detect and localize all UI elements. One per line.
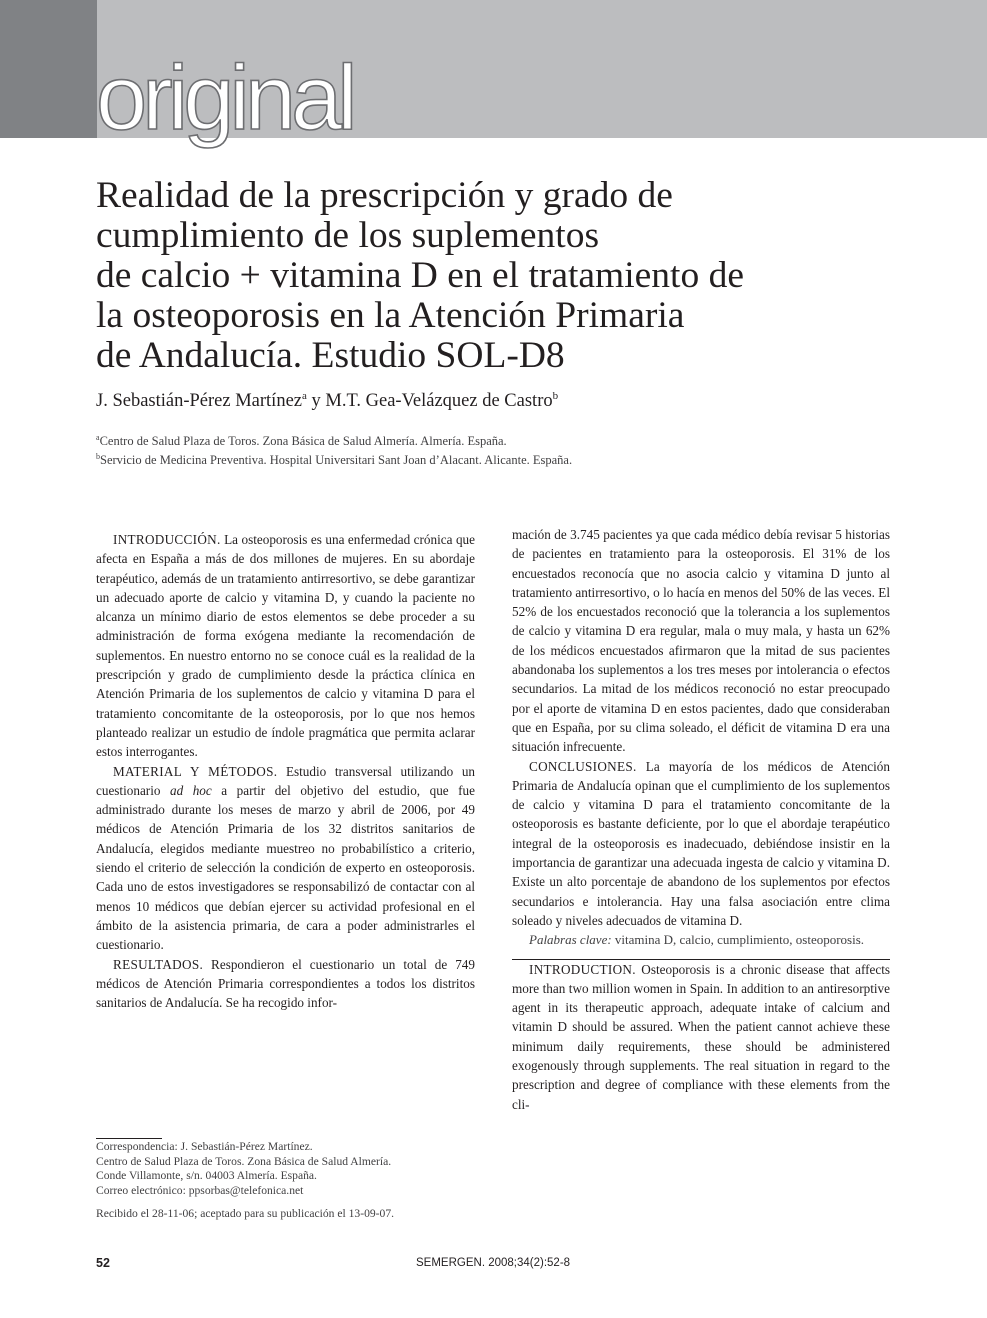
footnote-divider <box>96 1138 162 1139</box>
title-line: Realidad de la prescripción y grado de <box>96 175 673 216</box>
affiliation-line <box>96 430 572 449</box>
affiliation-mark: b <box>552 390 559 402</box>
affiliation-mark: a <box>96 433 100 442</box>
abstract-conclusions <box>512 757 890 931</box>
affiliations <box>96 430 572 468</box>
section-heading: RESULTADOS. <box>113 956 204 972</box>
abstract-results-continued: mación de 3.745 pacientes ya que cada médico debía revisar 5 historias de pacientes en tratamiento para la osteoporosis. El 31% de los encuestados reconocía que no asocia calcio y vitamina D junto al tratamiento antirresortivo, o lo hacía en menos del 50% de las veces. El 52% de los encuestados reconoció que la tolerancia a los suplementos de calcio y vitamina D era regular, mala o muy mala, y hasta un 62% de los médicos encuestados afirmaron que la mitad de sus pacientes abandonaba los suplementos a los tres meses por intolerancia o efectos secundarios. La mitad de los médicos reconoció no estar preocupado por el aporte de vitamina D en estos pacientes, dado que consideraban que en España, por su clima soleado, el déficit de vitamina D era una situación infrecuente. <box>512 527 890 755</box>
paragraph-text: Osteoporosis is a chronic disease that affects more than two million women in Spain. In addition to an antiresorptive agent in its therapeutic approach, adequate intake of calcium and vitamin D should be assured. When the patient cannot achieve these minimum daily requirements, these should be administered exogenously through supplements. The real situation in regard to the prescription and degree of compliance with these elements from the cli- <box>512 961 890 1112</box>
affiliation-mark: a <box>302 390 307 402</box>
title-line: cumplimiento de los suplementos <box>96 215 600 256</box>
section-heading: INTRODUCTION. <box>529 961 636 977</box>
paragraph-text: Respondieron el cuestionario un total de 749 médicos de Atención Primaria correspondientes a todos los distritos sanitarios de Andalucía. Se ha recogido infor- <box>96 956 475 1011</box>
affiliation-line <box>96 449 572 468</box>
keywords-label: Palabras clave: <box>529 932 612 948</box>
abstract-introduction <box>96 530 475 762</box>
section-heading: INTRODUCCIÓN. <box>113 532 221 547</box>
section-heading: CONCLUSIONES. <box>529 758 637 774</box>
keywords-text: vitamina D, calcio, cumplimiento, osteoporosis. <box>611 932 865 948</box>
article-title <box>96 176 916 376</box>
title-line: de calcio + vitamina D en el tratamiento de <box>96 255 744 296</box>
title-line: de Andalucía. Estudio SOL-D8 <box>96 335 565 376</box>
italic-term: ad hoc <box>169 782 212 798</box>
abstract-column-left <box>96 530 475 1012</box>
abstract-column-right <box>512 525 890 1114</box>
author-list <box>96 390 558 412</box>
paragraph-text: La osteoporosis es una enfermedad crónica que afecta en España a más de dos millones de mujeres. En su abordaje terapéutico, además de un tratamiento antirresortivo, se debe garantizar un adecuado aporte de calcio y vitamina D, y cuando la paciente no alcanza un mínimo diario de estos elementos se debe proceder a su administración de forma exógena mediante la recomendación de suplementos. En nuestro entorno no se conoce cuál es la realidad de la prescripción y grado de cumplimiento desde la práctica clínica en Atención Primaria de los suplementos de calcio y vitamina D para el tratamiento concomitante de la osteoporosis, por lo que nos hemos planteado realizar un estudio de índole pragmática que permita aclarar estos interrogantes. <box>96 532 475 760</box>
affiliation-mark: b <box>96 452 100 462</box>
header-left-block <box>0 0 97 138</box>
page-number: 52 <box>96 1256 110 1270</box>
section-heading: MATERIAL Y MÉTODOS. <box>113 763 278 779</box>
affiliation-text: Centro de Salud Plaza de Toros. Zona Básica de Salud Almería. Almería. España. <box>99 434 507 449</box>
paragraph-text: a partir del objetivo del estudio, que fue administrado durante los meses de marzo y abril de 2006, por 49 médicos de Atención Primaria de los 32 distritos sanitarios de Andalucía, elegidos mediante muestreo no probabilístico a criterio, siendo el criterio de selección la condición de experto en osteoporosis. Cada uno de estos investigadores se responsabilizó de contactar con al menos 10 médicos que debían ejercer su actividad profesional en el ámbito de la asistencia primaria, de cara a poder administrarles el cuestionario. <box>96 782 476 953</box>
title-line: la osteoporosis en la Atención Primaria <box>96 295 685 336</box>
author-name: J. Sebastián-Pérez Martínez <box>96 391 302 412</box>
correspondence-line: Conde Villamonte, s/n. 04003 Almería. España. <box>96 1169 317 1183</box>
correspondence <box>96 1140 391 1198</box>
abstract-results <box>96 955 475 1013</box>
keywords <box>512 930 890 959</box>
correspondence-email: Correo electrónico: ppsorbas@telefonica.net <box>96 1183 304 1197</box>
correspondence-line: Correspondencia: J. Sebastián-Pérez Martínez. <box>96 1140 313 1153</box>
author-name: M.T. Gea-Velázquez de Castro <box>325 391 553 412</box>
paragraph-text: Estudio transversal utilizando un cuestionario <box>96 763 476 798</box>
correspondence-line: Centro de Salud Plaza de Toros. Zona Básica de Salud Almería. <box>96 1154 392 1168</box>
received-dates: Recibido el 28-11-06; aceptado para su publicación el 13-09-07. <box>96 1207 395 1220</box>
abstract-methods <box>96 762 475 955</box>
affiliation-text: Servicio de Medicina Preventiva. Hospital Universitari Sant Joan d’Alacant. Alicante. España. <box>100 453 573 468</box>
abstract-english-introduction <box>512 960 890 1114</box>
paragraph-text: La mayoría de los médicos de Atención Primaria de Andalucía opinan que el cumplimiento de los suplementos de calcio y vitamina D para el tratamiento concomitante de la osteoporosis es bastante deficiente, por lo que el abordaje terapéutico integral de la osteoporosis es inadecuado, debiéndose insistir en la importancia de garantizar una adecuada ingesta de calcio y vitamina D. Existe un alto porcentaje de abandono de los suplementos por efectos secundarios e intolerancia. Hay una falsa asociación entre clima soleado y niveles adecuados de vitamina D. <box>512 758 890 928</box>
section-label: original <box>96 47 353 149</box>
author-conjunction: y <box>306 391 326 412</box>
journal-reference: SEMERGEN. 2008;34(2):52-8 <box>416 1257 571 1269</box>
